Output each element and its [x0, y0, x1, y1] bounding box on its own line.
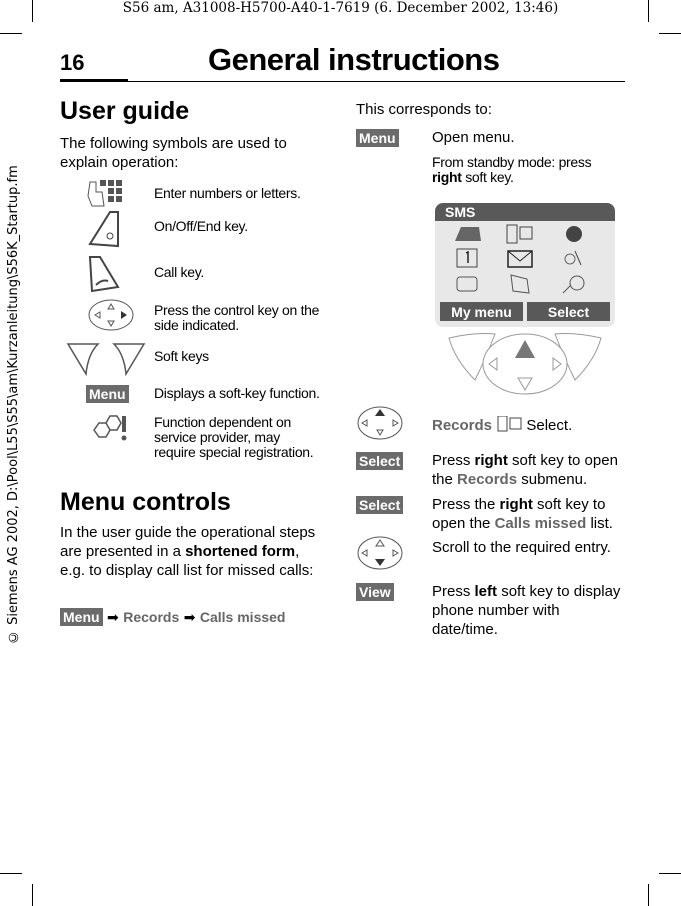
menu-path: Menu ➡ Records ➡ Calls missed: [60, 608, 285, 626]
soft-keys-icon: [66, 340, 146, 376]
menu-icons-grid: [435, 221, 615, 299]
control-key-icon: [87, 298, 135, 332]
standby-note: From standby mode: press right soft key.: [432, 154, 592, 185]
softkey-menu-badge: Menu: [86, 385, 129, 403]
symbol-text: Enter numbers or letters.: [154, 185, 301, 201]
user-guide-intro: The following symbols are used to explain operation:: [60, 135, 287, 171]
view-text: Press left soft key to display phone number with date/time.: [432, 583, 621, 638]
side-copyright: © Siemens AG 2002, D:\Pool\L55\S55\am\Kurzanleitung\S56K_Startup.fm: [6, 165, 21, 645]
softkey-view-badge: View: [356, 583, 394, 601]
records-icon: [496, 416, 522, 432]
open-menu-text: Open menu.: [432, 129, 515, 146]
records-step: Records Select.: [432, 417, 573, 434]
softkey-select-badge: Select: [356, 452, 403, 470]
user-guide-heading: User guide: [60, 97, 190, 125]
header-meta: S56 am, A31008-H5700-A40-1-7619 (6. December 2002, 13:46): [122, 0, 559, 16]
symbol-text: On/Off/End key.: [154, 218, 248, 234]
keypad-icon: [86, 178, 122, 208]
phone-display: [435, 203, 615, 327]
call-key-icon: [86, 255, 122, 295]
symbol-text: Soft keys: [154, 348, 209, 364]
end-key-icon: [86, 210, 122, 250]
scroll-text: Scroll to the required entry.: [432, 539, 611, 556]
symbol-text: Call key.: [154, 264, 204, 280]
select-records-text: Press right soft key to open the Records submenu.: [432, 452, 618, 488]
page-title: General instructions: [208, 42, 500, 77]
select-calls-missed-text: Press the right soft key to open the Calls missed list.: [432, 496, 613, 532]
header-rule: [60, 81, 625, 82]
softkey-left-label: My menu: [440, 302, 523, 321]
page-number: 16: [60, 50, 85, 75]
symbol-text: Displays a soft-key function.: [154, 385, 320, 401]
control-key-updown-icon: [356, 535, 404, 571]
softkey-select-badge: Select: [356, 496, 403, 514]
symbol-text: Function dependent on service provider, may require special registration.: [154, 414, 314, 460]
softkey-menu-badge: Menu: [60, 608, 103, 626]
softkey-menu-badge: Menu: [356, 129, 399, 147]
menu-controls-heading: Menu controls: [60, 488, 231, 516]
menu-controls-intro: In the user guide the operational steps are presented in a shortened form, e.g. to display call list for missed calls:: [60, 524, 316, 579]
softkey-right-label: Select: [527, 302, 610, 321]
control-key-up-icon: [356, 405, 404, 441]
display-title: SMS: [435, 203, 615, 221]
corresponds-text: This corresponds to:: [356, 101, 492, 118]
provider-function-icon: [90, 414, 130, 444]
phone-keypad-illustration: [445, 330, 605, 396]
symbol-text: Press the control key on the side indicated.: [154, 302, 320, 333]
